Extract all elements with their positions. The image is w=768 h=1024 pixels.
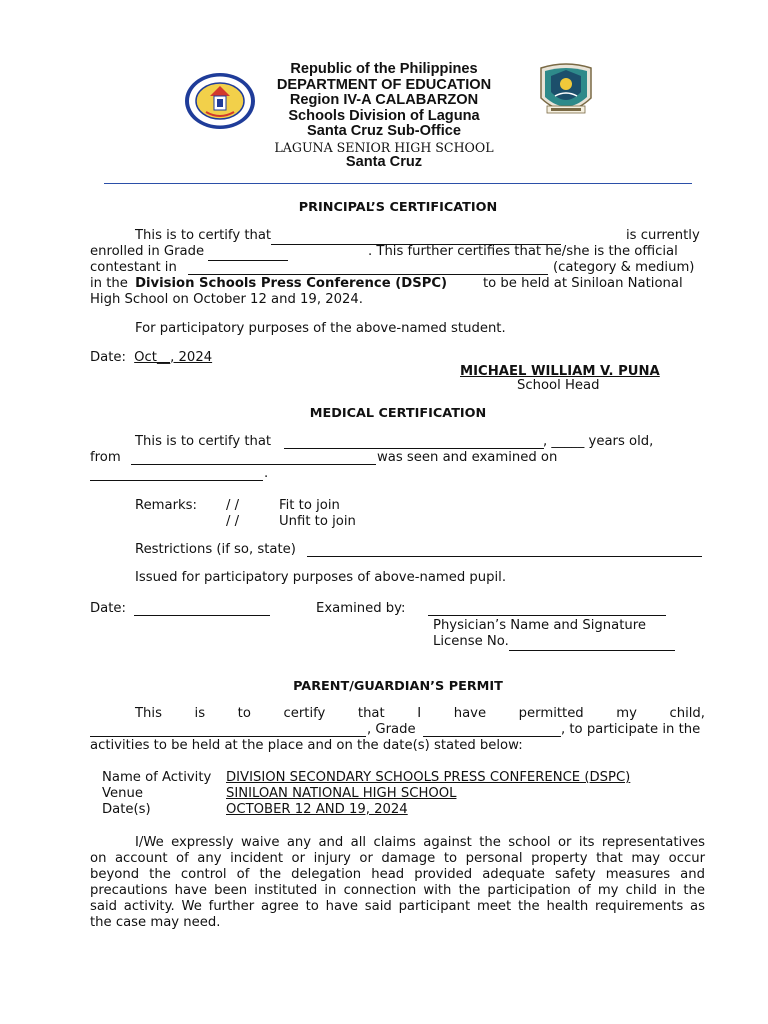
contest-category-line[interactable] bbox=[188, 260, 548, 275]
waiver-line: said activity. We further agree to have said participant meet the health requirements as bbox=[90, 899, 705, 914]
medical-line1-end: , _____ years old, bbox=[543, 434, 654, 449]
permit-grade-label: , Grade bbox=[367, 722, 416, 737]
medical-date-label: Date: bbox=[90, 601, 126, 616]
physician-label: Physician’s Name and Signature bbox=[433, 618, 646, 633]
license-line[interactable] bbox=[509, 634, 675, 651]
origin-line[interactable] bbox=[131, 450, 376, 465]
signatory-title: School Head bbox=[517, 378, 600, 393]
patient-name-line[interactable] bbox=[284, 434, 544, 449]
waiver-line: on account of any incident or injury or damage to personal property that may occur bbox=[90, 851, 705, 866]
permit-line1: This is to certify that I have permitted my child, bbox=[135, 706, 705, 721]
grade-line[interactable] bbox=[208, 244, 288, 261]
examined-by-label: Examined by: bbox=[316, 601, 406, 616]
header-line-school: LAGUNA SENIOR HIGH SCHOOL bbox=[274, 139, 494, 155]
dates-value: OCTOBER 12 AND 19, 2024 bbox=[226, 802, 408, 817]
principal-line4-end: to be held at Siniloan National bbox=[483, 276, 683, 291]
student-name-line[interactable] bbox=[271, 228, 561, 245]
medical-title: MEDICAL CERTIFICATION bbox=[309, 406, 487, 421]
medical-line3-end: . bbox=[264, 466, 269, 481]
header-line-republic: Republic of the Philippines bbox=[290, 61, 478, 77]
principal-line5: High School on October 12 and 19, 2024. bbox=[90, 292, 363, 307]
exam-date-line[interactable] bbox=[90, 466, 263, 481]
principal-line2-end: . This further certifies that he/she is the official bbox=[368, 244, 678, 259]
medical-line2: from bbox=[90, 450, 121, 465]
header-divider bbox=[104, 183, 692, 184]
header-line-deped: DEPARTMENT OF EDUCATION bbox=[276, 76, 492, 93]
principal-line3: contestant in bbox=[90, 260, 177, 275]
header-line-suboffice: Santa Cruz Sub-Office bbox=[306, 123, 462, 139]
principal-date-value: Oct__, 2024 bbox=[134, 350, 213, 365]
header-line-region: Region IV-A CALABARZON bbox=[289, 92, 479, 108]
medical-date-line[interactable] bbox=[134, 601, 270, 616]
waiver-paragraph bbox=[90, 835, 705, 931]
principal-line3-end: (category & medium) bbox=[553, 260, 695, 275]
medical-line1: This is to certify that bbox=[135, 434, 272, 449]
header-line-division: Schools Division of Laguna bbox=[288, 107, 480, 124]
restrictions-line[interactable] bbox=[307, 542, 702, 557]
waiver-line: precautions have been instituted in connection with the participation of my child in the bbox=[90, 883, 705, 898]
dates-label: Date(s) bbox=[102, 802, 151, 817]
unfit-option-label: Unfit to join bbox=[279, 514, 356, 529]
principal-line1: This is to certify that bbox=[135, 228, 561, 245]
principal-date: Date: Oct__, 2024 bbox=[90, 350, 213, 365]
activity-value: DIVISION SECONDARY SCHOOLS PRESS CONFERENCE (DSPC) bbox=[226, 770, 631, 785]
permit-line3: activities to be held at the place and on the date(s) stated below: bbox=[90, 738, 523, 753]
waiver-line: I/We expressly waive any and all claims against the school or its representatives bbox=[135, 835, 705, 850]
permit-line2-end: , to participate in the bbox=[561, 722, 701, 737]
restrictions-label: Restrictions (if so, state) bbox=[135, 542, 296, 557]
venue-label: Venue bbox=[102, 786, 143, 801]
principal-line1-end: is currently bbox=[626, 228, 700, 243]
activity-label: Name of Activity bbox=[102, 770, 212, 785]
principal-line2: enrolled in Grade bbox=[90, 244, 196, 261]
unfit-checkbox[interactable]: / / bbox=[226, 514, 240, 529]
waiver-line: the case may need. bbox=[90, 915, 221, 930]
letterhead bbox=[0, 62, 768, 171]
child-grade-line[interactable] bbox=[423, 722, 561, 737]
principal-title: PRINCIPAL’S CERTIFICATION bbox=[298, 200, 498, 215]
venue-value: SINILOAN NATIONAL HIGH SCHOOL bbox=[226, 786, 457, 801]
child-name-line[interactable] bbox=[90, 722, 366, 737]
principal-line4: in the Division Schools Press Conference (DSPC) bbox=[90, 276, 448, 291]
remarks-label: Remarks: bbox=[135, 498, 197, 513]
header-line-town: Santa Cruz bbox=[345, 154, 423, 170]
permit-title: PARENT/GUARDIAN’S PERMIT bbox=[293, 679, 503, 694]
license-label: License No. bbox=[433, 634, 675, 651]
waiver-line: beyond the control of the delegation head provided adequate safety measures and bbox=[90, 867, 705, 882]
examiner-line[interactable] bbox=[428, 601, 666, 616]
fit-option-label: Fit to join bbox=[279, 498, 340, 513]
issued-statement: Issued for participatory purposes of above-named pupil. bbox=[135, 570, 507, 585]
principal-purpose: For participatory purposes of the above-named student. bbox=[135, 321, 506, 336]
event-name: Division Schools Press Conference (DSPC) bbox=[135, 276, 448, 291]
medical-line2-end: was seen and examined on bbox=[377, 450, 558, 465]
fit-checkbox[interactable]: / / bbox=[226, 498, 240, 513]
signatory-name: MICHAEL WILLIAM V. PUNA bbox=[460, 364, 660, 379]
